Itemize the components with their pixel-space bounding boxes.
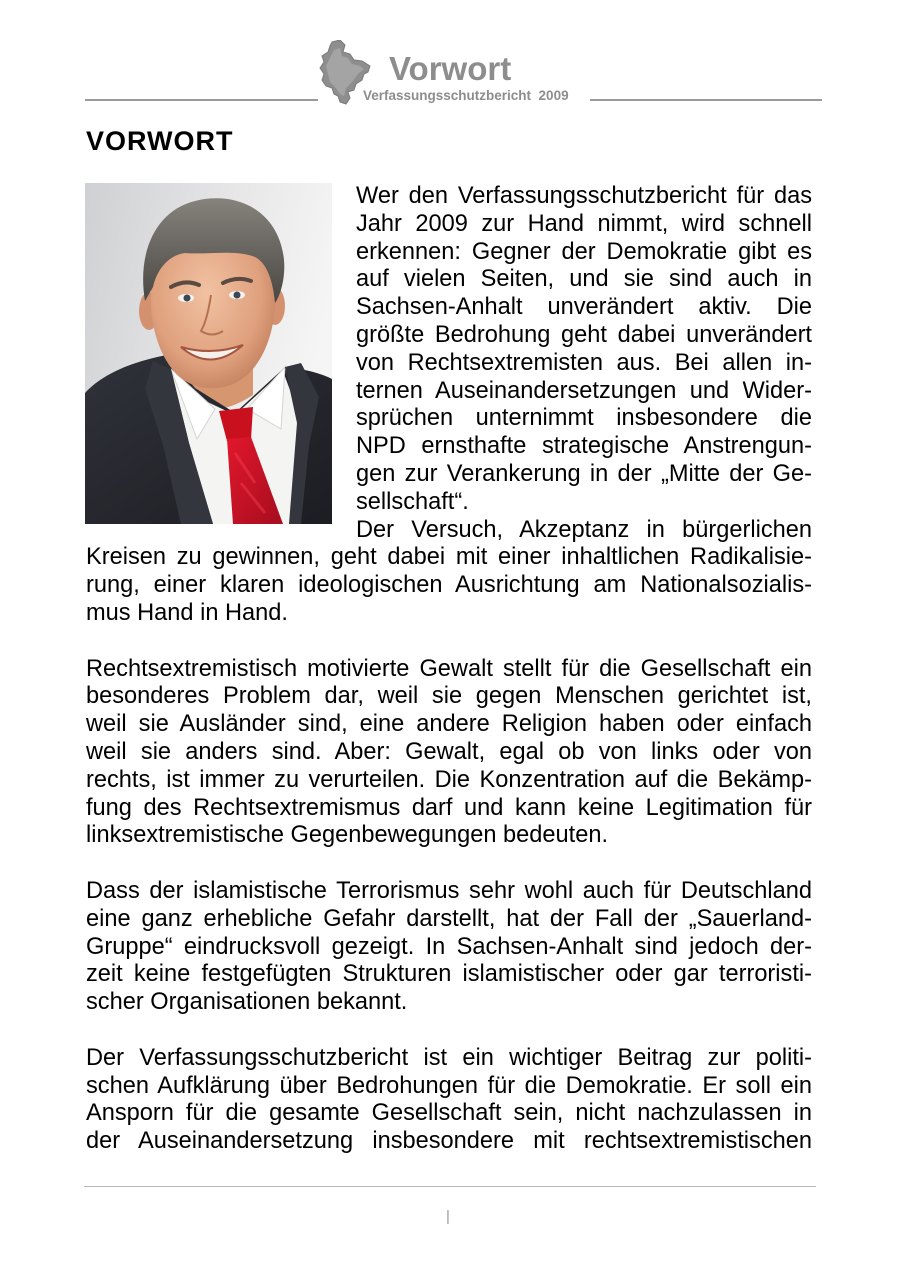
body-text-line: rung, einer klaren ideologischen Ausrichtung am Nationalsozialis-	[86, 572, 812, 599]
body-text-line: mus Hand in Hand.	[86, 599, 288, 626]
header-subtitle: Verfassungsschutzbericht 2009	[363, 88, 569, 103]
body-text-line: erkennen: Gegner der Demokratie gibt es	[356, 238, 812, 265]
body-text-line: Sachsen-Anhalt unverändert aktiv. Die	[356, 294, 812, 321]
body-text-line: Jahr 2009 zur Hand nimmt, wird schnell	[356, 210, 812, 237]
paragraph-4	[86, 878, 812, 1017]
body-text-line: weil sie anders sind. Aber: Gewalt, egal ob von links oder von	[86, 738, 812, 765]
body-text-line: sprüchen unternimmt insbesondere die	[356, 405, 812, 432]
paragraph-2	[86, 517, 812, 628]
body-text-line: sellschaft“.	[356, 488, 469, 515]
page-number-marker: |	[446, 1208, 450, 1225]
body-text-line: Der Versuch, Akzeptanz in bürgerlichen	[356, 516, 812, 543]
body-text-line: eine ganz erhebliche Gefahr darstellt, hat der Fall der „Sauerland-	[86, 905, 812, 932]
body-text-line: Gruppe“ eindrucksvoll gezeigt. In Sachsen-Anhalt sind jedoch der-	[86, 933, 812, 960]
header-rule-right	[590, 99, 822, 101]
body-text-line: linksextremistische Gegenbewegungen bedeuten.	[86, 822, 609, 849]
footer-rule	[84, 1186, 816, 1187]
page-title: VORWORT	[86, 126, 234, 156]
body-text-line: Rechtsextremistisch motivierte Gewalt stellt für die Gesellschaft ein	[86, 655, 812, 682]
body-text-line: Kreisen zu gewinnen, geht dabei mit einer inhaltlichen Radikalisie-	[86, 544, 812, 571]
paragraph-1	[86, 183, 812, 517]
body-text-line: von Rechtsextremisten aus. Bei allen in-	[356, 349, 812, 376]
body-text-line: besonderes Problem dar, weil sie gegen Menschen gerichtet ist,	[86, 683, 812, 710]
body-text-line: weil sie Ausländer sind, eine andere Religion haben oder einfach	[86, 711, 812, 738]
body-text-line: scher Organisationen bekannt.	[86, 989, 408, 1016]
body-text	[86, 183, 812, 1156]
body-text-line: schen Aufklärung über Bedrohungen für die Demokratie. Er soll ein	[86, 1072, 812, 1099]
body-text-line: NPD ernsthafte strategische Anstrengun-	[356, 433, 812, 460]
paragraph-3	[86, 656, 812, 851]
body-text-line: gen zur Verankerung in der „Mitte der Ge-	[356, 460, 812, 487]
body-text-line: größte Bedrohung geht dabei unverändert	[356, 321, 812, 348]
header-title: Vorwort	[389, 50, 512, 87]
body-text-line: Wer den Verfassungsschutzbericht für das	[356, 183, 812, 209]
body-text-line: Dass der islamistische Terrorismus sehr wohl auch für Deutschland	[86, 877, 812, 904]
body-text-line: ternen Auseinandersetzungen und Wider-	[356, 377, 812, 404]
paragraph-5	[86, 1045, 812, 1156]
body-text-line: Ansporn für die gesamte Gesellschaft sein, nicht nachzulassen in	[86, 1100, 812, 1127]
body-text-line: der Auseinandersetzung insbesondere mit rechtsextremistischen	[86, 1128, 812, 1155]
body-text-line: zeit keine festgefügten Strukturen islamistischer oder gar terroristi-	[86, 961, 812, 988]
header-rule-left	[85, 99, 318, 101]
body-text-line: fung des Rechtsextremismus darf und kann keine Legitimation für	[86, 794, 812, 821]
body-text-line: Der Verfassungsschutzbericht ist ein wichtiger Beitrag zur politi-	[86, 1044, 812, 1071]
body-text-line: auf vielen Seiten, und sie sind auch in	[356, 266, 812, 293]
body-text-line: rechts, ist immer zu verurteilen. Die Konzentration auf die Bekämp-	[86, 766, 812, 793]
